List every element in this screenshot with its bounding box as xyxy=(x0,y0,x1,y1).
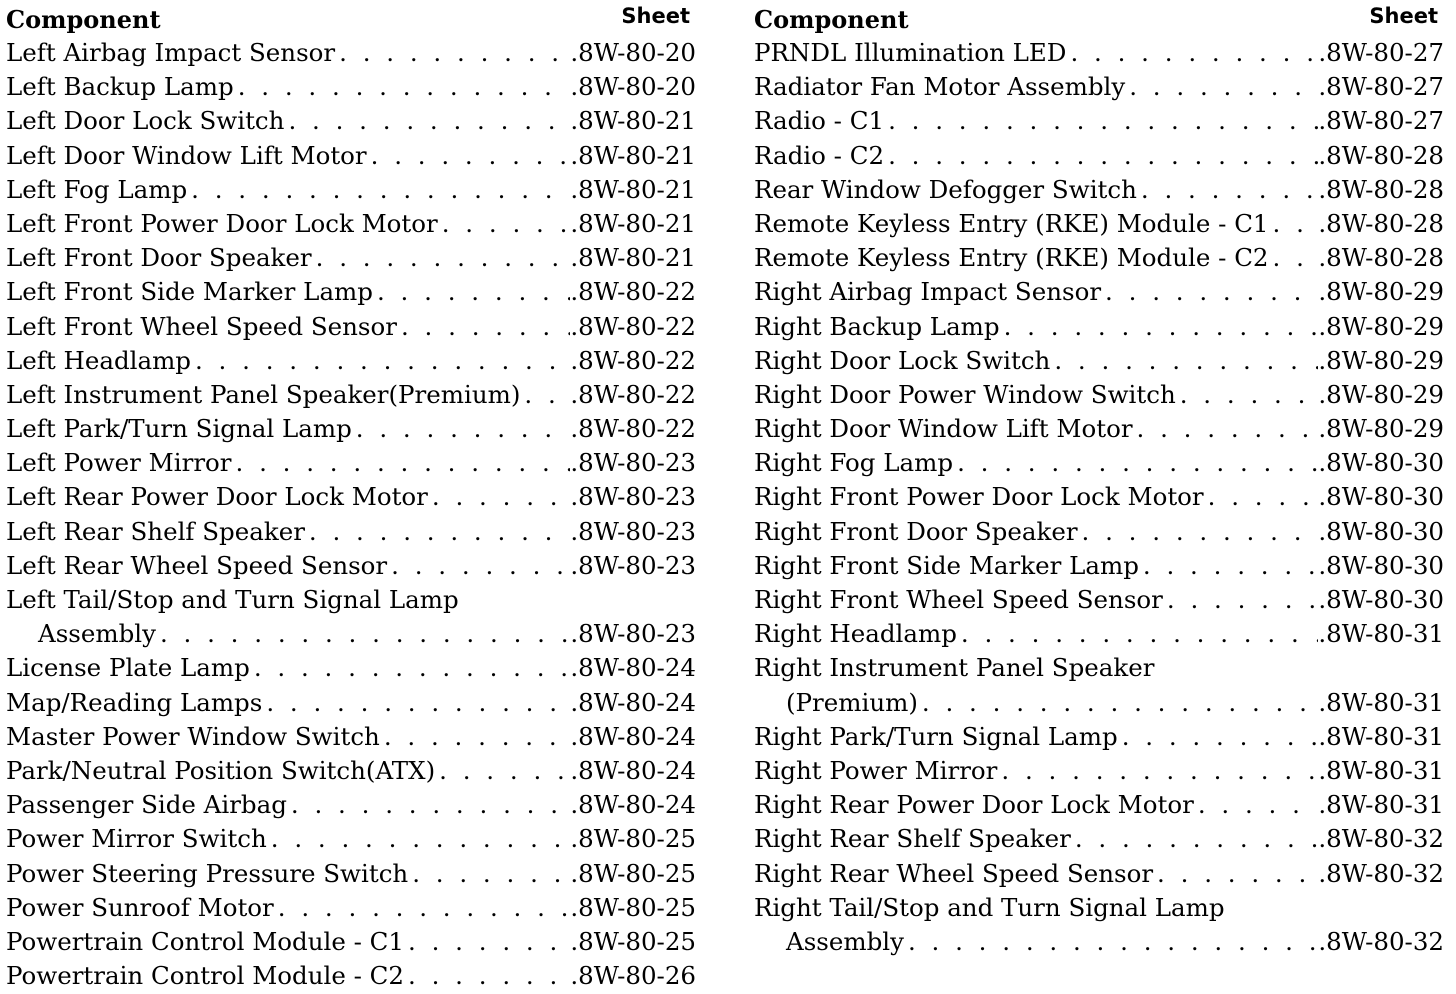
sheet-number: .8W-80-32 xyxy=(1318,926,1444,956)
component-name: Left Instrument Panel Speaker(Premium) xyxy=(6,379,521,409)
dot-leader xyxy=(404,925,570,959)
index-entry xyxy=(754,412,1444,446)
dot-leader xyxy=(262,686,570,720)
index-entry xyxy=(6,70,696,104)
index-entry xyxy=(754,754,1444,788)
component-name: Right Rear Power Door Lock Motor xyxy=(754,790,1194,820)
dot-leader xyxy=(918,686,1318,720)
index-entry xyxy=(754,720,1444,754)
component-name: (Premium) xyxy=(786,687,918,717)
index-entry xyxy=(754,104,1444,138)
dot-leader xyxy=(953,446,1318,480)
dot-leader xyxy=(367,139,571,173)
sheet-number: .8W-80-31 xyxy=(1318,721,1444,751)
index-entry xyxy=(754,617,1444,651)
dot-leader xyxy=(267,822,571,856)
dot-leader xyxy=(428,480,570,514)
component-name: Left Front Power Door Lock Motor xyxy=(6,208,438,238)
right-entry-list xyxy=(754,36,1444,959)
component-name: Power Steering Pressure Switch xyxy=(6,858,409,888)
component-header: Component xyxy=(754,5,909,34)
component-header: Component xyxy=(6,5,161,34)
index-entry xyxy=(754,70,1444,104)
dot-leader xyxy=(438,207,571,241)
component-name: Left Tail/Stop and Turn Signal Lamp xyxy=(6,585,459,614)
sheet-number: .8W-80-29 xyxy=(1318,379,1444,409)
left-column xyxy=(6,0,696,993)
component-name: Right Rear Shelf Speaker xyxy=(754,824,1071,854)
dot-leader xyxy=(387,549,570,583)
component-name: Left Rear Wheel Speed Sensor xyxy=(6,550,388,580)
dot-leader xyxy=(284,104,570,138)
component-name: Park/Neutral Position Switch(ATX) xyxy=(6,755,436,785)
sheet-number: .8W-80-24 xyxy=(570,687,696,717)
dot-leader xyxy=(1176,378,1319,412)
component-name: Left Fog Lamp xyxy=(6,174,188,204)
index-entry xyxy=(754,651,1444,685)
sheet-number: .8W-80-31 xyxy=(1318,687,1444,717)
component-name: Left Door Window Lift Motor xyxy=(6,140,367,170)
sheet-number: .8W-80-30 xyxy=(1318,516,1444,546)
component-name: Passenger Side Airbag xyxy=(6,790,287,820)
sheet-header: Sheet xyxy=(1369,4,1438,28)
dot-leader xyxy=(156,617,570,651)
component-name: PRNDL Illumination LED xyxy=(754,38,1067,67)
sheet-number: .8W-80-23 xyxy=(570,550,696,580)
component-name: Map/Reading Lamps xyxy=(6,687,263,717)
dot-leader xyxy=(1153,857,1318,891)
sheet-number: .8W-80-26 xyxy=(570,961,696,991)
component-name: Left Front Door Speaker xyxy=(6,243,312,273)
sheet-number: .8W-80-30 xyxy=(1318,550,1444,580)
dot-leader xyxy=(1125,70,1318,104)
component-name: Powertrain Control Module - C1 xyxy=(6,926,405,956)
index-entry xyxy=(6,344,696,378)
left-column-header xyxy=(6,0,696,36)
component-name: Powertrain Control Module - C2 xyxy=(6,961,405,991)
index-entry xyxy=(6,583,696,617)
dot-leader xyxy=(250,651,570,685)
component-name: Left Front Side Marker Lamp xyxy=(6,277,373,307)
dot-leader xyxy=(1066,36,1318,70)
sheet-number: .8W-80-22 xyxy=(570,379,696,409)
dot-leader xyxy=(1071,822,1318,856)
component-name: Radiator Fan Motor Assembly xyxy=(754,72,1126,102)
sheet-number: .8W-80-21 xyxy=(570,243,696,273)
dot-leader xyxy=(1194,788,1319,822)
sheet-number: .8W-80-31 xyxy=(1318,755,1444,785)
index-entry xyxy=(754,207,1444,241)
sheet-number: .8W-80-28 xyxy=(1318,174,1444,204)
sheet-number: .8W-80-21 xyxy=(570,106,696,136)
index-entry xyxy=(754,275,1444,309)
sheet-number: .8W-80-28 xyxy=(1318,243,1444,273)
index-entry xyxy=(754,515,1444,549)
dot-leader xyxy=(1050,344,1318,378)
sheet-number: .8W-80-30 xyxy=(1318,448,1444,478)
index-entry xyxy=(754,480,1444,514)
index-entry xyxy=(754,446,1444,480)
index-entry xyxy=(6,310,696,344)
sheet-number: .8W-80-21 xyxy=(570,174,696,204)
dot-leader xyxy=(520,378,570,412)
index-entry xyxy=(6,891,696,925)
sheet-number: .8W-80-24 xyxy=(570,721,696,751)
component-name: Right Door Lock Switch xyxy=(754,345,1051,375)
index-entry xyxy=(754,788,1444,822)
component-name: Right Front Side Marker Lamp xyxy=(754,550,1139,580)
dot-leader xyxy=(305,515,570,549)
dot-leader xyxy=(408,857,570,891)
component-name: License Plate Lamp xyxy=(6,653,250,683)
index-entry xyxy=(754,583,1444,617)
component-name: Left Door Lock Switch xyxy=(6,106,285,136)
index-entry xyxy=(6,788,696,822)
dot-leader xyxy=(335,36,570,70)
index-entry xyxy=(754,139,1444,173)
index-entry xyxy=(6,275,696,309)
component-name: Right Power Mirror xyxy=(754,755,998,785)
right-column xyxy=(754,0,1444,959)
index-entry xyxy=(754,36,1444,70)
component-name: Radio - C1 xyxy=(754,106,885,136)
index-entry xyxy=(6,822,696,856)
component-name: Remote Keyless Entry (RKE) Module - C1 xyxy=(754,208,1269,238)
dot-leader xyxy=(312,241,571,275)
component-name: Left Backup Lamp xyxy=(6,72,234,102)
index-entry xyxy=(6,412,696,446)
dot-leader xyxy=(1137,173,1318,207)
dot-leader xyxy=(435,754,570,788)
sheet-number: .8W-80-20 xyxy=(570,72,696,102)
index-entry xyxy=(6,686,696,720)
index-entry xyxy=(6,617,696,651)
component-name: Remote Keyless Entry (RKE) Module - C2 xyxy=(754,243,1269,273)
component-name: Left Power Mirror xyxy=(6,448,232,478)
dot-leader xyxy=(287,788,570,822)
component-name: Left Rear Power Door Lock Motor xyxy=(6,482,428,512)
component-name: Radio - C2 xyxy=(754,140,885,170)
sheet-number: .8W-80-32 xyxy=(1318,858,1444,888)
dot-leader xyxy=(1101,275,1318,309)
sheet-number: .8W-80-25 xyxy=(570,824,696,854)
index-entry xyxy=(6,139,696,173)
dot-leader xyxy=(232,446,571,480)
index-entry xyxy=(6,959,696,993)
index-entry xyxy=(6,446,696,480)
dot-leader xyxy=(1204,480,1319,514)
component-name: Right Front Power Door Lock Motor xyxy=(754,482,1204,512)
index-entry xyxy=(754,241,1444,275)
sheet-number: .8W-80-31 xyxy=(1318,790,1444,820)
sheet-number: .8W-80-23 xyxy=(570,619,696,649)
index-entry xyxy=(6,378,696,412)
sheet-number: .8W-80-24 xyxy=(570,755,696,785)
left-entry-list xyxy=(6,36,696,993)
dot-leader xyxy=(274,891,571,925)
component-name: Left Front Wheel Speed Sensor xyxy=(6,311,397,341)
sheet-number: .8W-80-31 xyxy=(1318,619,1444,649)
index-entry xyxy=(754,549,1444,583)
component-name: Right Door Window Lift Motor xyxy=(754,414,1133,444)
component-name: Master Power Window Switch xyxy=(6,721,380,751)
dot-leader xyxy=(884,139,1318,173)
dot-leader xyxy=(884,104,1318,138)
sheet-number: .8W-80-23 xyxy=(570,448,696,478)
component-name: Left Airbag Impact Sensor xyxy=(6,38,336,67)
component-name: Assembly xyxy=(38,619,156,649)
dot-leader xyxy=(191,344,570,378)
component-name: Right Tail/Stop and Turn Signal Lamp xyxy=(754,892,1225,922)
index-entry xyxy=(754,822,1444,856)
sheet-number: .8W-80-28 xyxy=(1318,140,1444,170)
index-entry xyxy=(6,207,696,241)
dot-leader xyxy=(1078,515,1319,549)
dot-leader xyxy=(1118,720,1319,754)
sheet-number: .8W-80-22 xyxy=(570,345,696,375)
index-entry xyxy=(754,925,1444,959)
index-entry xyxy=(6,104,696,138)
index-entry xyxy=(754,891,1444,925)
sheet-number: .8W-80-24 xyxy=(570,790,696,820)
sheet-number: .8W-80-22 xyxy=(570,414,696,444)
index-entry xyxy=(754,857,1444,891)
component-name: Right Headlamp xyxy=(754,619,957,649)
index-entry xyxy=(6,925,696,959)
dot-leader xyxy=(187,173,570,207)
dot-leader xyxy=(234,70,571,104)
index-entry xyxy=(6,173,696,207)
sheet-number: .8W-80-29 xyxy=(1318,345,1444,375)
component-name: Right Front Wheel Speed Sensor xyxy=(754,585,1163,614)
sheet-number: .8W-80-22 xyxy=(570,311,696,341)
dot-leader xyxy=(997,754,1318,788)
dot-leader xyxy=(373,275,570,309)
sheet-number: .8W-80-29 xyxy=(1318,311,1444,341)
dot-leader xyxy=(404,959,570,993)
component-name: Assembly xyxy=(786,926,904,956)
sheet-number: .8W-80-27 xyxy=(1318,72,1444,102)
index-entry xyxy=(6,754,696,788)
sheet-number: .8W-80-25 xyxy=(570,926,696,956)
index-entry xyxy=(6,857,696,891)
dot-leader xyxy=(1000,310,1319,344)
index-entry xyxy=(6,480,696,514)
sheet-number: .8W-80-21 xyxy=(570,140,696,170)
component-name: Right Fog Lamp xyxy=(754,448,954,478)
index-entry xyxy=(754,173,1444,207)
component-name: Left Park/Turn Signal Lamp xyxy=(6,414,352,444)
sheet-number: .8W-80-20 xyxy=(570,38,696,67)
sheet-number: .8W-80-25 xyxy=(570,858,696,888)
component-name: Power Sunroof Motor xyxy=(6,892,274,922)
dot-leader xyxy=(1269,207,1319,241)
sheet-number: .8W-80-27 xyxy=(1318,106,1444,136)
index-entry xyxy=(6,651,696,685)
dot-leader xyxy=(397,310,570,344)
sheet-number: .8W-80-29 xyxy=(1318,277,1444,307)
index-entry xyxy=(6,515,696,549)
sheet-number: .8W-80-28 xyxy=(1318,208,1444,238)
dot-leader xyxy=(957,617,1318,651)
component-name: Right Airbag Impact Sensor xyxy=(754,277,1102,307)
sheet-number: .8W-80-29 xyxy=(1318,414,1444,444)
index-entry xyxy=(754,310,1444,344)
index-entry xyxy=(6,549,696,583)
index-entry xyxy=(6,241,696,275)
component-name: Right Park/Turn Signal Lamp xyxy=(754,721,1118,751)
component-name: Right Front Door Speaker xyxy=(754,516,1078,546)
component-name: Power Mirror Switch xyxy=(6,824,267,854)
sheet-number: .8W-80-24 xyxy=(570,653,696,683)
right-column-header xyxy=(754,0,1444,36)
component-name: Left Rear Shelf Speaker xyxy=(6,516,305,546)
component-name: Rear Window Defogger Switch xyxy=(754,174,1137,204)
sheet-number: .8W-80-27 xyxy=(1318,38,1444,67)
dot-leader xyxy=(1139,549,1318,583)
dot-leader xyxy=(1163,583,1318,617)
sheet-header: Sheet xyxy=(621,4,690,28)
index-entry xyxy=(754,686,1444,720)
sheet-number: .8W-80-32 xyxy=(1318,824,1444,854)
component-name: Right Rear Wheel Speed Sensor xyxy=(754,858,1154,888)
component-name: Right Instrument Panel Speaker xyxy=(754,653,1155,683)
index-entry xyxy=(754,344,1444,378)
sheet-number: .8W-80-23 xyxy=(570,482,696,512)
sheet-number: .8W-80-25 xyxy=(570,892,696,922)
sheet-number: .8W-80-21 xyxy=(570,208,696,238)
sheet-number: .8W-80-30 xyxy=(1318,585,1444,614)
component-name: Right Door Power Window Switch xyxy=(754,379,1176,409)
dot-leader xyxy=(1269,241,1319,275)
sheet-number: .8W-80-30 xyxy=(1318,482,1444,512)
index-entry xyxy=(6,720,696,754)
sheet-number: .8W-80-23 xyxy=(570,516,696,546)
dot-leader xyxy=(352,412,571,446)
component-name: Right Backup Lamp xyxy=(754,311,1000,341)
dot-leader xyxy=(904,925,1318,959)
dot-leader xyxy=(380,720,570,754)
dot-leader xyxy=(1133,412,1319,446)
index-entry xyxy=(6,36,696,70)
component-name: Left Headlamp xyxy=(6,345,191,375)
index-entry xyxy=(754,378,1444,412)
sheet-number: .8W-80-22 xyxy=(570,277,696,307)
